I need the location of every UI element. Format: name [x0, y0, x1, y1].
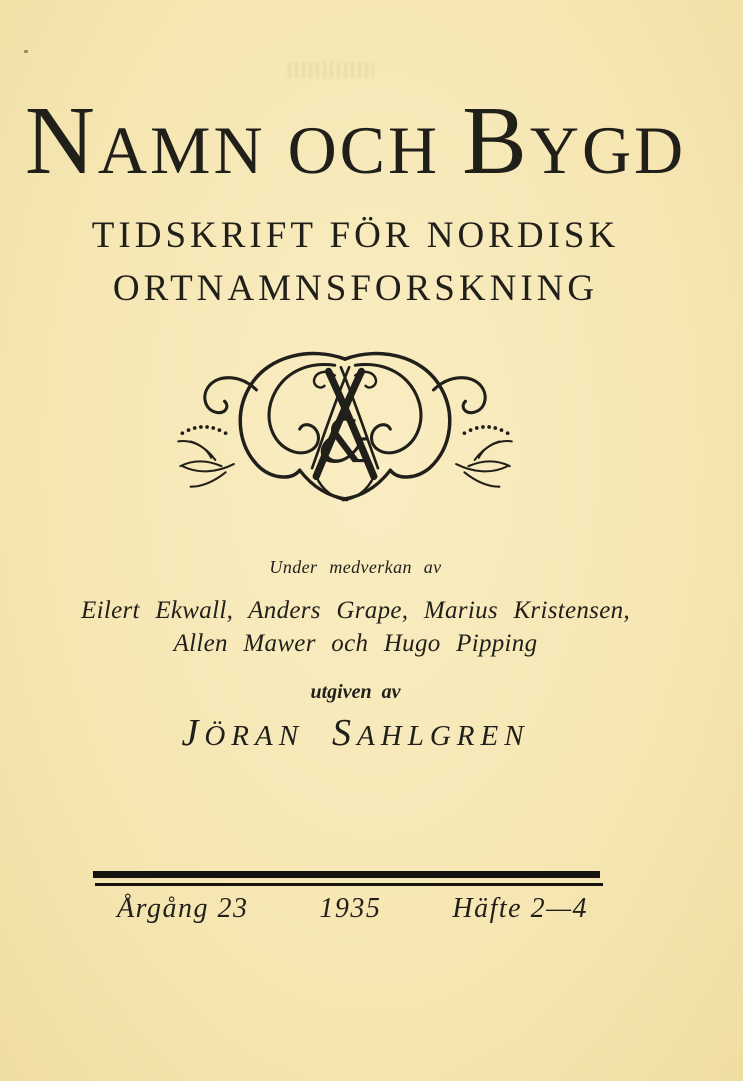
- page-title: [0, 87, 727, 194]
- title-word: [462, 87, 687, 194]
- editor-name: [0, 714, 727, 752]
- editor-initial: J: [181, 712, 205, 754]
- editor-rest: AHLGREN: [357, 720, 530, 752]
- title-initial: B: [462, 87, 530, 194]
- title-rest: AMN: [97, 112, 266, 188]
- issue-label: Häfte 2—4: [452, 893, 588, 924]
- contributors-intro: Under medverkan av: [269, 557, 442, 577]
- scan-speck: [24, 50, 28, 53]
- contributors-line-2: Allen Mawer och Hugo Pipping: [173, 630, 538, 657]
- ampersand-glyph: &: [318, 408, 372, 477]
- title-initial: N: [24, 87, 98, 194]
- scan-smudge: [288, 62, 374, 78]
- title-word: [24, 87, 266, 194]
- contributors-line-1: Eilert Ekwall, Anders Grape, Marius Kristensen,: [81, 597, 630, 624]
- editor-name-word: [332, 712, 530, 754]
- divider-rule-thick: [93, 871, 600, 878]
- editor-initial: S: [332, 712, 358, 754]
- subtitle: [0, 209, 727, 315]
- title-rest: YGD: [529, 112, 687, 188]
- subtitle-line-2: ORTNAMNSFORSKNING: [112, 268, 599, 309]
- subtitle-line-1: TIDSKRIFT FÖR NORDISK: [91, 215, 620, 256]
- imprint-row: [93, 893, 602, 925]
- contributors-names: [0, 594, 727, 660]
- year-label: 1935: [319, 893, 382, 924]
- volume-label: Årgång 23: [117, 893, 249, 924]
- title-rest: OCH: [287, 112, 441, 188]
- editor-rest: ÖRAN: [204, 720, 305, 752]
- editor-name-word: [181, 712, 305, 754]
- editor-intro: utgiven av: [310, 681, 401, 703]
- divider-rule-thin: [95, 883, 603, 886]
- nb-monogram-flourish-ornament-icon: [170, 344, 520, 510]
- title-word: [288, 92, 441, 189]
